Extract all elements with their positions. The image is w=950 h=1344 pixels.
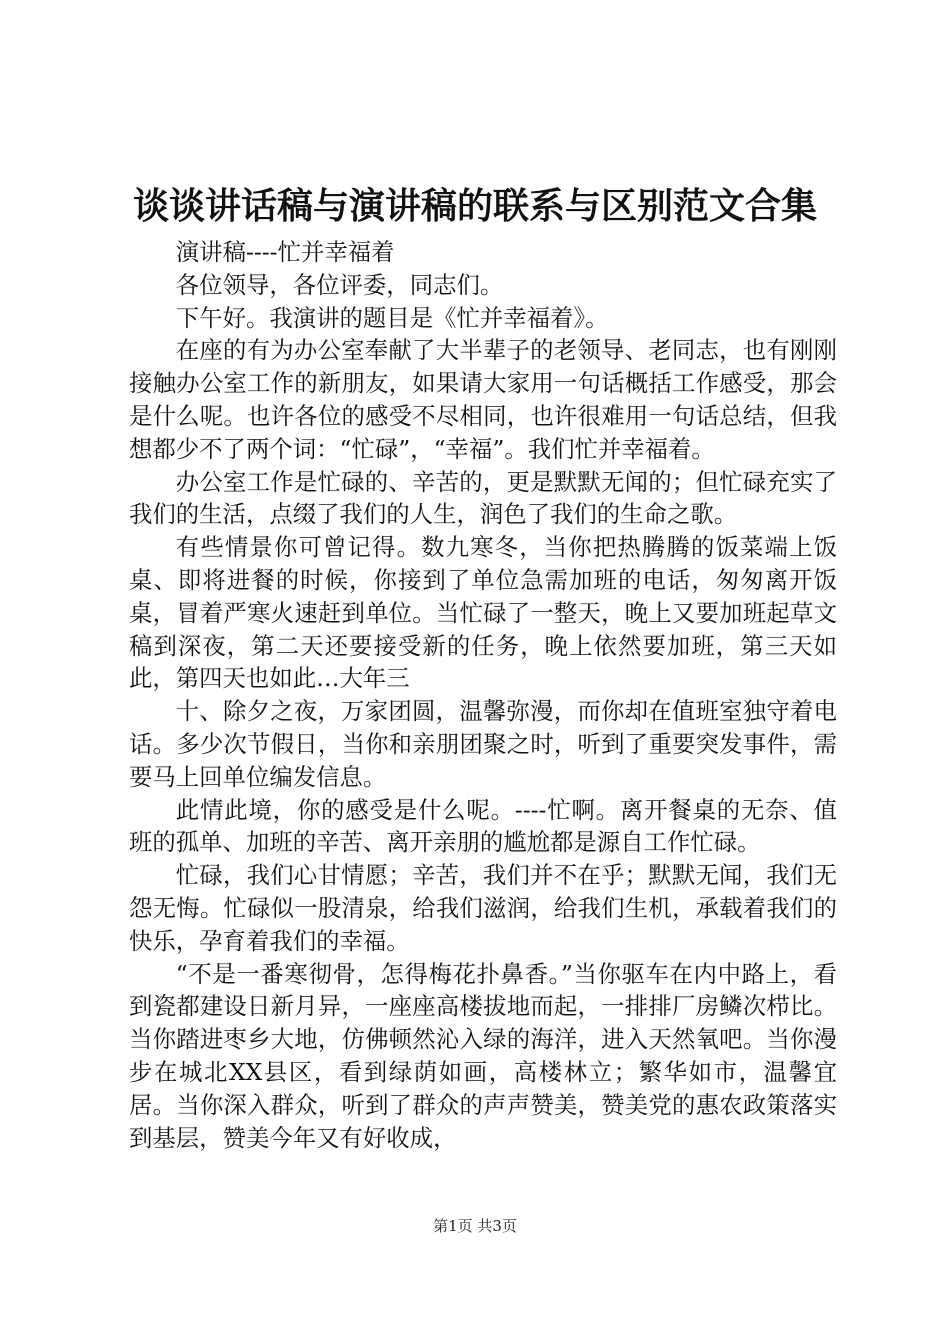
paragraph: 在座的有为办公室奉献了大半辈子的老领导、老同志，也有刚刚接触办公室工作的新朋友，如果请大家用一句话概括工作感受，那会是什么呢。也许各位的感受不尽相同，也许很难用一句话总结，但我想都少不了两个词：“忙碌”，“幸福”。我们忙并幸福着。 (129, 336, 837, 463)
paragraph: 忙碌，我们心甘情愿；辛苦，我们并不在乎；默默无闻，我们无怨无悔。忙碌似一股清泉，给我们滋润，给我们生机，承载着我们的快乐，孕育着我们的幸福。 (129, 861, 837, 955)
paragraph: 有些情景你可曾记得。数九寒冬，当你把热腾腾的饭菜端上饭桌、即将进餐的时候，你接到了单位急需加班的电话，匆匆离开饭桌，冒着严寒火速赶到单位。当忙碌了一整天，晚上又要加班起草文稿到深夜，第二天还要接受新的任务，晚上依然要加班，第三天如此，第四天也如此…大年三 (129, 533, 837, 693)
page-footer: 第1页 共3页 (433, 1217, 517, 1235)
paragraph: “不是一番寒彻骨，怎得梅花扑鼻香。”当你驱车在内中路上，看到瓷都建设日新月异，一座座高楼拔地而起，一排排厂房鳞次栉比。当你踏进枣乡大地，仿佛顿然沁入绿的海洋，进入天然氧吧。当你漫步在城北XX县区，看到绿荫如画，高楼林立；繁华如市，温馨宜居。当你深入群众，听到了群众的声声赞美，赞美党的惠农政策落实到基层，赞美今年又有好收成， (129, 959, 837, 1152)
paragraph: 下午好。我演讲的题目是《忙并幸福着》。 (175, 303, 609, 332)
paragraph: 此情此境，你的感受是什么呢。----忙啊。离开餐桌的无奈、值班的孤单、加班的辛苦、离开亲朋的尴尬都是源自工作忙碌。 (129, 795, 837, 857)
paragraph: 十、除夕之夜，万家团圆，温馨弥漫，而你却在值班室独守着电话。多少次节假日，当你和亲朋团聚之时，听到了重要突发事件，需要马上回单位编发信息。 (129, 697, 837, 791)
paragraph: 演讲稿----忙并幸福着 (175, 238, 395, 266)
document-body (129, 236, 837, 1154)
paragraph: 办公室工作是忙碌的、辛苦的，更是默默无闻的；但忙碌充实了我们的生活，点缀了我们的人生，润色了我们的生命之歌。 (129, 467, 837, 529)
document-title: 谈谈讲话稿与演讲稿的联系与区别范文合集 (132, 186, 817, 227)
paragraph: 各位领导，各位评委，同志们。 (175, 270, 504, 299)
